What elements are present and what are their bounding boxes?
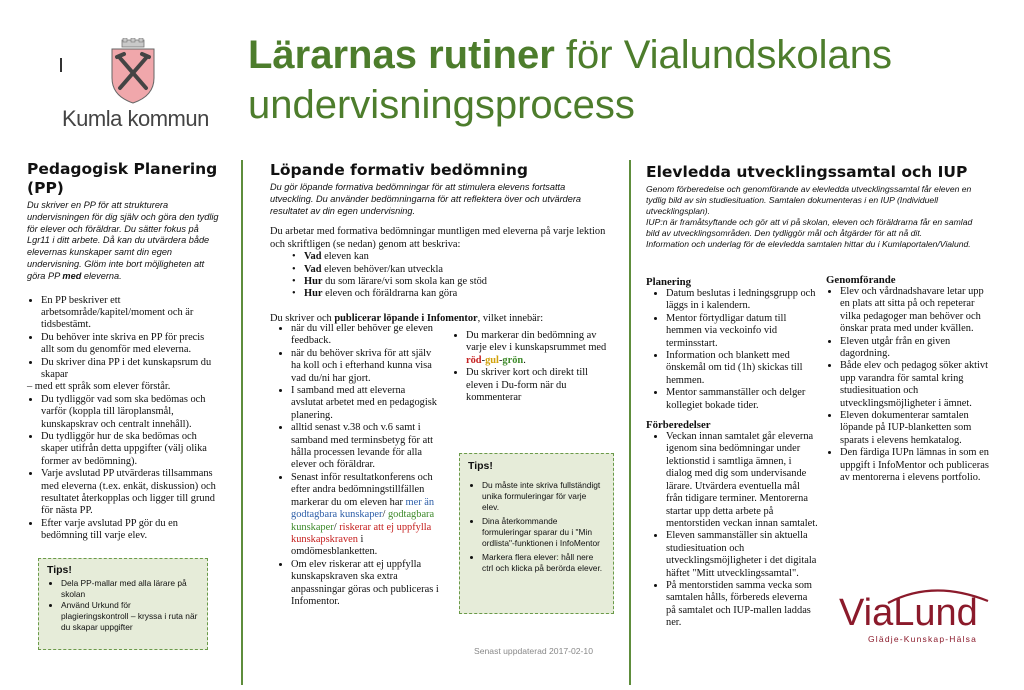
- iup-left-column: [646, 276, 818, 630]
- pp-intro: [27, 200, 219, 283]
- list-item: • Du markerar din bedömning av varje elev i kunskapsrummet med röd-gul-grön.: [466, 330, 612, 367]
- planering-list: [646, 288, 818, 412]
- list-item: • när du behöver skriva för att själv ha koll och i efterhand kunna visa vad du/ni har gjort.: [291, 348, 439, 385]
- vialund-wordmark: ViaLund: [839, 592, 978, 634]
- list-item: • Varje avslutad PP utvärderas tillsammans med eleverna (t.ex. enkät, diskussion) och resultatet återkopplas och ligger till grund för nästa PP.: [41, 468, 219, 518]
- formative-tips-box: [459, 453, 614, 614]
- list-item: • Information och blankett med önskemål om tid (1h) skickas till hemmen.: [666, 350, 818, 387]
- pp-intro-bold: med: [62, 270, 82, 281]
- vialund-tagline: Glädje-Kunskap-Hälsa: [868, 634, 978, 644]
- pp-bullets: [27, 295, 219, 543]
- vialund-logo: [838, 585, 1008, 647]
- formative-sublist: [270, 251, 610, 301]
- formative-intro: Du gör löpande formativa bedömningar för att stimulera elevens fortsatta utveckling. Du använder bedömningarna för att reflektera över och utvärdera resultatet av din egen undervisning.: [270, 182, 582, 216]
- title-line2: undervisningsprocess: [248, 83, 635, 127]
- iup-intro-2: IUP:n är framåtsyftande och gör att vi på skolan, eleven och föräldrarna får en samlad bild av utvecklingsområden. Den tydliggör mål och åtgärder för att nå dit.: [646, 217, 973, 238]
- pp-heading: Pedagogisk Planering (PP): [27, 160, 218, 197]
- list-item: • Om elev riskerar att ej uppfylla kunskapskraven ska extra anpassningar göras och publiceras i Infomentor.: [291, 559, 439, 609]
- kumla-coat-of-arms-icon: [108, 38, 158, 104]
- page-title: [248, 30, 1018, 130]
- list-item: • Eleven sammanställer sin aktuella studiesituation och utvecklingsmöjligheter i det digitala häftet "Mitt utvecklingssamtal".: [666, 530, 818, 580]
- list-item: • Dela PP-mallar med alla lärare på skolan: [61, 578, 199, 600]
- list-item: • Eleven dokumenterar samtalen löpande på IUP-blanketten som sparats i elevens hemkatalog.: [840, 410, 991, 447]
- list-item: • Både elev och pedagog söker aktivt upp varandra för samtal kring studiesituation och utvecklingsmöjligheter i ämnet.: [840, 360, 991, 410]
- brand-name: Kumla kommun: [62, 106, 209, 131]
- list-item: • Du tydliggör hur de ska bedömas och skaper utifrån detta uppgifter (välj olika former av bedömning).: [41, 431, 219, 468]
- list-item: • Hur du som lärare/vi som skola kan ge stöd: [304, 276, 610, 288]
- list-item: • Du tydliggör vad som ska bedömas och varför (koppla till läroplansmål, kunskapskrav och centralt innehåll).: [41, 394, 219, 431]
- list-item: • Dina återkommande formuleringar sparar du i "Min ordlista"-funktionen i InfoMentor: [482, 516, 605, 549]
- list-item: • Vad eleven kan: [304, 251, 610, 263]
- formative-left-bullets: [277, 323, 439, 608]
- genomforande-list: [826, 286, 991, 485]
- list-item: • Du skriver kort och direkt till eleven i Du-form när du kommenterar: [466, 367, 612, 404]
- list-item: • På mentorstiden samma vecka som samtalen hålls, förbereds eleverna på samtalet och IUP-mallen laddas ner.: [666, 580, 818, 630]
- pp-tips-box: [38, 558, 208, 650]
- formative-para2: Du skriver och publicerar löpande i Infomentor, vilket innebär:: [270, 312, 544, 324]
- list-item: • Elev och vårdnadshavare letar upp en plats att sitta på och repeterar vilka pedagoger man behöver och önskar prata med under kvällen.: [840, 286, 991, 336]
- formative-right-list: [452, 330, 612, 404]
- list-item: • Du skriver dina PP i det kunskapsrum du skapar: [41, 357, 219, 382]
- formative-right-bullets: [452, 330, 612, 404]
- column-pp: [27, 160, 219, 543]
- formative-tips-list: [468, 480, 605, 574]
- list-item: • Efter varje avslutad PP gör du en bedömning till varje elev.: [41, 518, 219, 543]
- column-formative: [270, 161, 610, 325]
- list-item: • Mentor förtydligar datum till hemmen via veckoinfo vid terminsstart.: [666, 313, 818, 350]
- list-item: • Mentor sammanställer och delger kollegiet bokade tider.: [666, 387, 818, 412]
- header-tick: [60, 58, 62, 72]
- list-item: • I samband med att eleverna avslutat arbetet med en pedagogisk planering.: [291, 385, 439, 422]
- list-item: • Vad eleven behöver/kan utveckla: [304, 264, 610, 276]
- list-item: • Du behöver inte skriva en PP för precis allt som du genomför med eleverna.: [41, 332, 219, 357]
- pp-tips-list: [47, 578, 199, 633]
- list-item: • Eleven utgår från en given dagordning.: [840, 336, 991, 361]
- formative-heading: Löpande formativ bedömning: [270, 161, 528, 179]
- updated-date: Senast uppdaterad 2017-02-10: [474, 646, 593, 656]
- genomforande-heading: Genomförande: [826, 274, 896, 286]
- list-item: • Datum beslutas i ledningsgrupp och läggs in i kalendern.: [666, 288, 818, 313]
- title-bold: Lärarnas rutiner: [248, 33, 555, 77]
- list-item: • Hur eleven och föräldrarna kan göra: [304, 288, 610, 300]
- forberedelser-list: [646, 431, 818, 630]
- planering-heading: Planering: [646, 276, 691, 288]
- list-item: • Veckan innan samtalet går eleverna igenom sina bedömningar under lektionstid i samtliga ämnen, i dialog med dig som undervisande lärare. Utvärdera eventuella mål från tidigare terminer. Mentorerna startar upp detta arbete på mentorstiden veckan innan samtalet.: [666, 431, 818, 530]
- iup-intro: [646, 184, 986, 250]
- pp-tips-title: Tips!: [47, 564, 72, 576]
- iup-intro-1: Genom förberedelse och genomförande av elevledda utvecklingssamtal får eleven en tydlig bild av sin studiesituation. Samtalen dokumenteras i en IUP (Individuell utvecklingsplan).: [646, 184, 972, 216]
- list-item: • Du måste inte skriva fullständigt unika formuleringar för varje elev.: [482, 480, 605, 513]
- list-item: • Använd Urkund för plagieringskontroll – kryssa i ruta när du skapar uppgifter: [61, 600, 199, 633]
- pp-intro-b: eleverna.: [81, 270, 122, 281]
- list-item: • Senast inför resultatkonferens och efter andra bedömningstillfällen markerar du om eleven har mer än godtagbara kunskaper/ godtagbara kunskaper/ riskerar att ej uppfylla kunskapskraven i omdömesblanketten.: [291, 472, 439, 559]
- list-item: • Markera flera elever: håll nere ctrl och klicka på berörda elever.: [482, 552, 605, 574]
- pp-intro-a: Du skriver en PP för att strukturera undervisningen för dig själv och göra den tydlig för elever och föräldrar. Du sätter fokus på Lgr11 i ditt arbete. Då kan du utvärdera både elevernas kunskaper samt din egen undervisning. Glöm inte bort möjligheten att göra PP: [27, 200, 219, 281]
- list-item: • när du vill eller behöver ge eleven feedback.: [291, 323, 439, 348]
- column-divider-1: [241, 160, 243, 685]
- formative-tips-title: Tips!: [468, 460, 493, 472]
- forberedelser-heading: Förberedelser: [646, 419, 711, 432]
- list-item: • alltid senast v.38 och v.6 samt i samband med terminsbetyg för att hålla processen levande för alla elever och föräldrar.: [291, 422, 439, 472]
- iup-heading: Elevledda utvecklingssamtal och IUP: [646, 163, 968, 181]
- iup-intro-3: Information och underlag för de elevledda samtalen hittar du i Kumlaportalen/Vialund.: [646, 239, 971, 249]
- list-item: – med ett språk som elever förstår.: [27, 381, 171, 393]
- list-item: • En PP beskriver ett arbetsområde/kapitel/moment och är tidsbestämt.: [41, 295, 219, 332]
- column-divider-2: [629, 160, 631, 685]
- iup-right-column: [826, 274, 991, 485]
- formative-left-list: [277, 323, 439, 608]
- column-iup: [646, 163, 986, 250]
- formative-para1: Du arbetar med formativa bedömningar muntligen med eleverna på varje lektion och skriftligen (se nedan) genom att beskriva:: [270, 226, 606, 250]
- list-item: • Den färdiga IUPn lämnas in som en uppgift i InfoMentor och publiceras av mentorerna i elevens portfolio.: [840, 447, 991, 484]
- title-rest: för Vialundskolans: [554, 33, 893, 77]
